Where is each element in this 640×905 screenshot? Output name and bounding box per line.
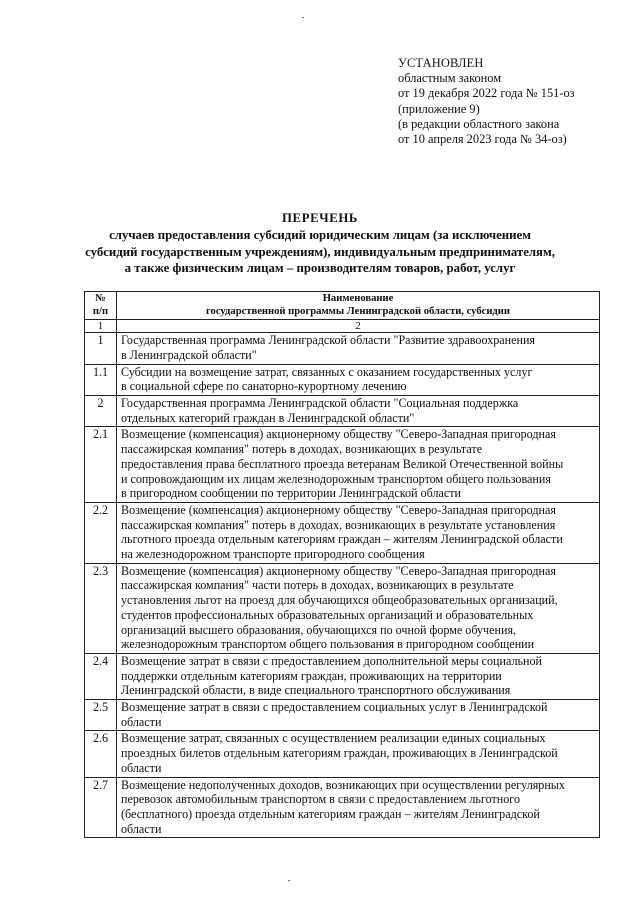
table-row: [85, 333, 600, 364]
row-text-line: студентов профессиональных образовательных организаций и образовательных: [121, 607, 534, 622]
table-row: [85, 427, 600, 503]
table-body: [85, 333, 600, 838]
row-text-line: проездных билетов отдельным категориям граждан, проживающих в Ленинградской: [121, 746, 558, 761]
row-text: [117, 700, 600, 731]
row-text-line: Государственная программа Ленинградской области "Социальная поддержка: [121, 396, 519, 410]
row-text-line: области: [121, 760, 162, 775]
header-name: Наименование государственной программы Ленинградской области, субсидии: [117, 292, 600, 320]
row-text-line: пассажирская компания" потерь в доходах, возникающих в результате: [121, 442, 483, 457]
row-number: 2.5: [85, 700, 117, 731]
scan-speck: [302, 17, 304, 18]
row-number: 1: [85, 333, 117, 364]
table-row: [85, 396, 600, 427]
row-text: [117, 653, 600, 699]
table-row: [85, 700, 600, 731]
approval-stamp: [398, 56, 575, 147]
row-text-line: железнодорожным транспортом общего пользования в пригородном сообщении: [121, 637, 535, 652]
table-row: [85, 563, 600, 653]
approval-line: от 10 апреля 2023 года № 34-оз): [398, 132, 567, 147]
row-text-line: (бесплатного) проезда отдельным категориям граждан – жителям Ленинградской: [121, 806, 540, 821]
approval-line: (в редакции областного закона: [398, 116, 560, 131]
row-number: 2.7: [85, 777, 117, 838]
approval-line: от 19 декабря 2022 года № 151-оз: [398, 86, 575, 101]
table-row: [85, 364, 600, 395]
row-text-line: установления льгот на проезд для обучающихся общеобразовательных организаций,: [121, 593, 558, 608]
title-line: случаев предоставления субсидий юридическим лицам (за исключением: [109, 228, 531, 243]
row-text-line: Возмещение недополученных доходов, возникающих при осуществлении регулярных: [121, 777, 565, 792]
row-number: 2.1: [85, 427, 117, 503]
row-text-line: отдельных категорий граждан в Ленинградской области": [121, 410, 415, 425]
table-row: [85, 502, 600, 563]
row-text-line: Возмещение затрат в связи с предоставлением социальных услуг в Ленинградской: [121, 700, 548, 715]
table-row: [85, 731, 600, 777]
row-number: 1.1: [85, 364, 117, 395]
row-text-line: области: [121, 821, 162, 836]
row-text-line: льготного проезда отдельным категориям граждан – жителям Ленинградской области: [121, 532, 563, 547]
row-text-line: поддержки отдельным категориям граждан, проживающих на территории: [121, 668, 502, 683]
title-heading: ПЕРЕЧЕНЬ: [282, 211, 358, 225]
approval-line: (приложение 9): [398, 101, 480, 116]
table-row: [85, 653, 600, 699]
title-line: субсидий государственным учреждениям), индивидуальным предпринимателям,: [85, 244, 555, 259]
scan-speck: [288, 880, 290, 881]
subsidies-table: [84, 291, 600, 838]
row-text-line: на железнодорожном транспорте пригородного сообщения: [121, 547, 425, 562]
row-text-line: Возмещение затрат в связи с предоставлением дополнительной меры социальной: [121, 653, 542, 668]
row-text-line: в Ленинградской области": [121, 347, 257, 362]
column-index: 2: [117, 320, 600, 333]
row-number: 2: [85, 396, 117, 427]
row-text-line: Возмещение затрат, связанных с осуществлением реализации единых социальных: [121, 731, 546, 746]
row-text-line: Возмещение (компенсация) акционерному обществу "Северо-Западная пригородная: [121, 563, 556, 578]
row-text-line: в пригородном сообщении по территории Ленинградской области: [121, 486, 462, 501]
row-text-line: Ленинградской области, в виде специального транспортного обслуживания: [121, 683, 511, 698]
row-text: [117, 427, 600, 503]
row-text-line: пассажирская компания" части потерь в доходах, возникающих в результате: [121, 578, 514, 593]
row-text-line: области: [121, 714, 162, 729]
document-title: [40, 210, 600, 277]
row-text: [117, 777, 600, 838]
row-text-line: Возмещение (компенсация) акционерному обществу "Северо-Западная пригородная: [121, 502, 556, 517]
row-text: [117, 731, 600, 777]
title-line: а также физическим лицам – производителям товаров, работ, услуг: [124, 261, 516, 276]
row-number: 2.2: [85, 502, 117, 563]
approval-title: УСТАНОВЛЕН: [398, 56, 484, 70]
row-text-line: и сопровождающим их лицам железнодорожным транспортом общего пользования: [121, 471, 551, 486]
row-number: 2.3: [85, 563, 117, 653]
table-header-row: [85, 292, 600, 320]
row-text-line: в социальной сфере по санаторно-курортному лечению: [121, 379, 407, 394]
row-text: [117, 502, 600, 563]
row-text-line: перевозок автомобильным транспортом в связи с предоставлением льготного: [121, 792, 520, 807]
row-text-line: предоставления права бесплатного проезда ветеранам Великой Отечественной войны: [121, 456, 564, 471]
row-text-line: Субсидии на возмещение затрат, связанных с оказанием государственных услуг: [121, 364, 533, 379]
row-text: [117, 396, 600, 427]
column-index-row: [85, 320, 600, 333]
row-text-line: Возмещение (компенсация) акционерному обществу "Северо-Западная пригородная: [121, 427, 556, 442]
row-text: [117, 563, 600, 653]
row-text-line: Государственная программа Ленинградской области "Развитие здравоохранения: [121, 333, 535, 348]
row-text: [117, 333, 600, 364]
row-number: 2.6: [85, 731, 117, 777]
header-number: № п/п: [85, 292, 117, 320]
row-text: [117, 364, 600, 395]
row-text-line: пассажирская компания" потерь в доходах, возникающих в результате установления: [121, 517, 556, 532]
column-index: 1: [85, 320, 117, 333]
row-number: 2.4: [85, 653, 117, 699]
table-row: [85, 777, 600, 838]
approval-line: областным законом: [398, 71, 502, 86]
row-text-line: организаций высшего образования, обучающихся по очной форме обучения,: [121, 622, 517, 637]
